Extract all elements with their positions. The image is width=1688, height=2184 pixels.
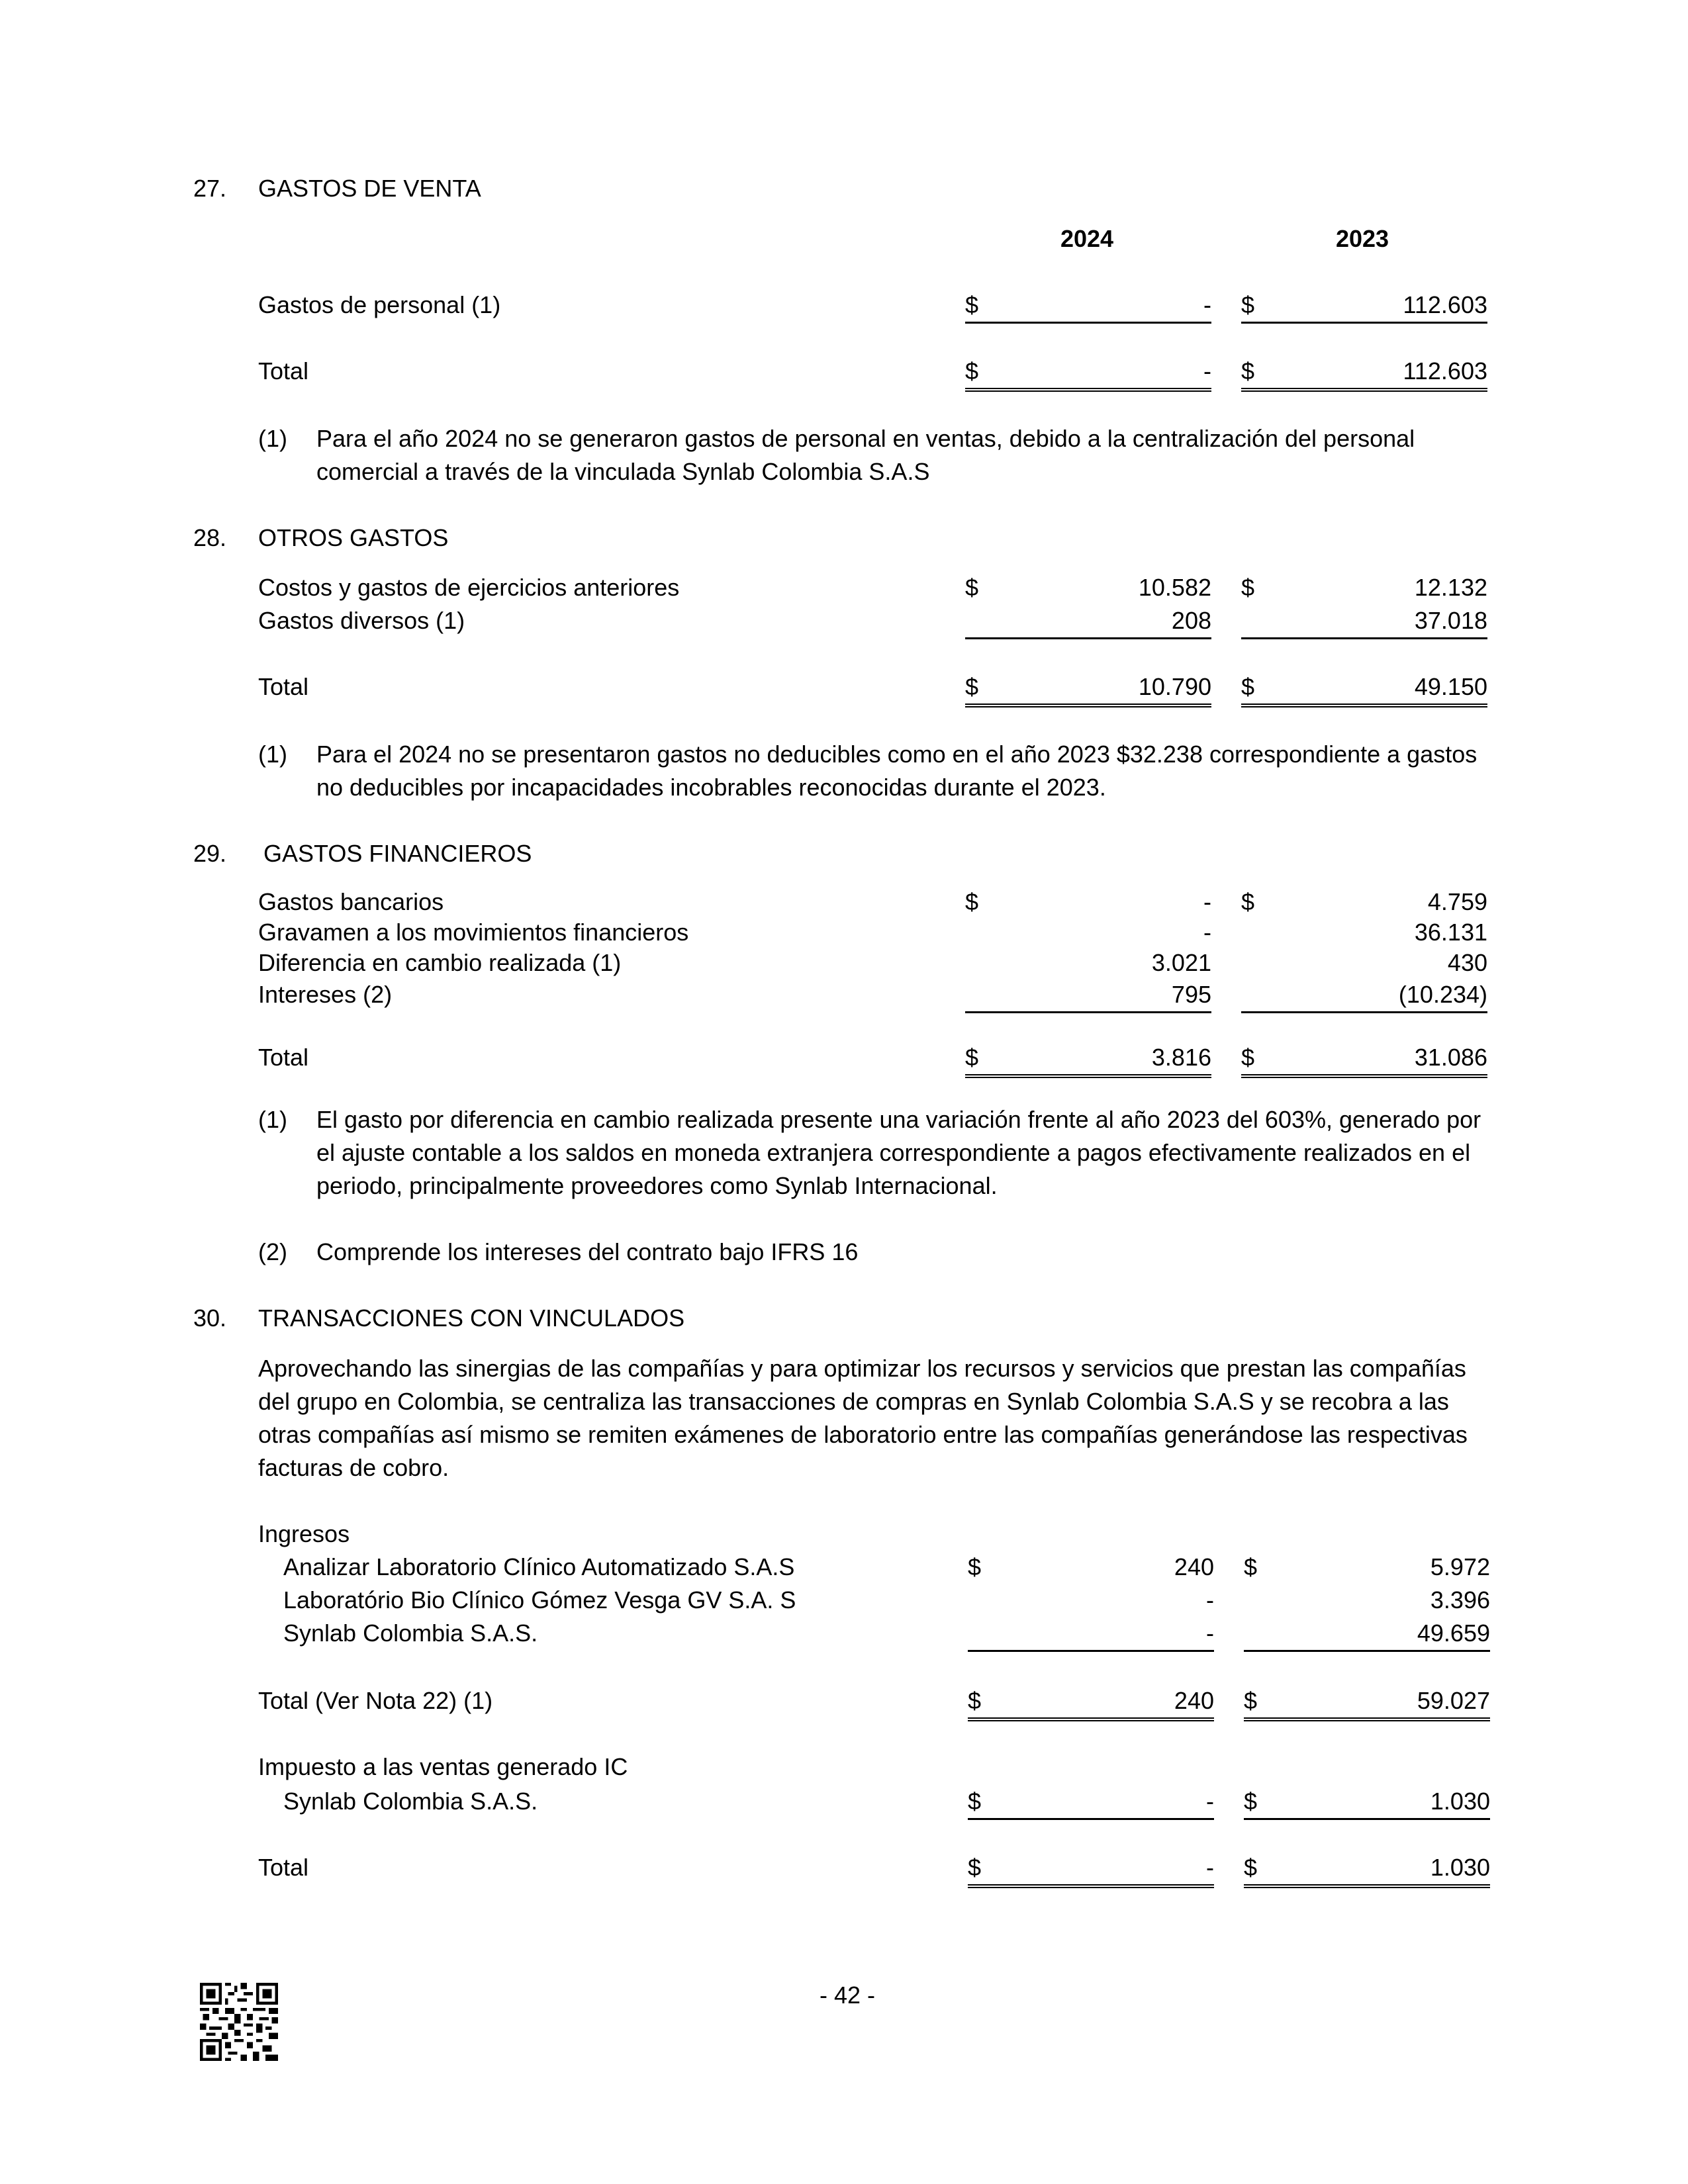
cell-2024 <box>965 604 1211 639</box>
cell-2023 <box>1244 1617 1490 1652</box>
qr-code-icon <box>200 1983 278 2061</box>
cell-2023 <box>1241 946 1487 979</box>
subheading-impuesto: Impuesto a las ventas generado IC <box>258 1753 628 1780</box>
currency-symbol: $ <box>1241 357 1255 385</box>
cell-2023 <box>1241 289 1487 324</box>
value-2024: - <box>1206 1788 1214 1815</box>
currency-symbol: $ <box>965 357 979 385</box>
note-marker: (2) <box>258 1238 287 1265</box>
row-label: Synlab Colombia S.A.S. <box>283 1619 538 1647</box>
currency-symbol: $ <box>1241 888 1255 915</box>
currency-symbol: $ <box>1241 673 1255 700</box>
cell-2023 <box>1241 886 1487 919</box>
cell-2024 <box>965 886 1211 919</box>
currency-symbol: $ <box>1241 291 1255 318</box>
section-28-title: OTROS GASTOS <box>258 524 449 551</box>
cell-2024 <box>968 1551 1214 1584</box>
total-cell-2024 <box>968 1851 1214 1888</box>
value-2024: 795 <box>1171 981 1211 1008</box>
currency-symbol: $ <box>1244 1687 1258 1714</box>
row-label: Synlab Colombia S.A.S. <box>283 1788 538 1815</box>
total-cell-2024 <box>965 1041 1211 1078</box>
cell-2024 <box>965 289 1211 324</box>
section-27-number: 27. <box>193 175 227 202</box>
note-text: Para el 2024 no se presentaron gastos no deducibles como en el año 2023 $32.238 correspondiente a gastos no deducibles por incapacidades incobrables reconocidas durante el 2023. <box>316 741 1477 801</box>
value-2024: - <box>1203 291 1211 318</box>
total-label: Total (Ver Nota 22) (1) <box>258 1687 493 1714</box>
total-cell-2023 <box>1241 1041 1487 1078</box>
total-value-2024: 3.816 <box>1151 1044 1211 1071</box>
value-2023: (10.234) <box>1398 981 1487 1008</box>
total-cell-2024 <box>965 355 1211 392</box>
row-label: Gastos de personal (1) <box>258 291 501 318</box>
currency-symbol: $ <box>965 1044 979 1071</box>
total-value-2024: - <box>1206 1854 1214 1881</box>
total-value-2023: 112.603 <box>1403 357 1487 385</box>
section-29-number: 29. <box>193 840 227 867</box>
value-2023: 37.018 <box>1414 607 1487 634</box>
cell-2024 <box>965 916 1211 949</box>
currency-symbol: $ <box>968 1553 982 1580</box>
total-label: Total <box>258 1044 309 1071</box>
section-28-number: 28. <box>193 524 227 551</box>
value-2024: 208 <box>1171 607 1211 634</box>
value-2023: 36.131 <box>1414 919 1487 946</box>
value-2023: 5.972 <box>1430 1553 1490 1580</box>
value-2024: - <box>1203 919 1211 946</box>
row-label: Diferencia en cambio realizada (1) <box>258 949 622 976</box>
note-marker: (1) <box>258 741 287 768</box>
currency-symbol: $ <box>1244 1788 1258 1815</box>
note-marker: (1) <box>258 1106 287 1133</box>
cell-2023 <box>1241 978 1487 1013</box>
section-30-title: TRANSACCIONES CON VINCULADOS <box>258 1304 685 1332</box>
row-label: Analizar Laboratorio Clínico Automatizado S.A.S <box>283 1553 795 1580</box>
cell-2024 <box>965 978 1211 1013</box>
row-label: Gastos diversos (1) <box>258 607 465 634</box>
section-30-number: 30. <box>193 1304 227 1332</box>
currency-symbol: $ <box>968 1687 982 1714</box>
currency-symbol: $ <box>965 291 979 318</box>
currency-symbol: $ <box>968 1788 982 1815</box>
total-cell-2024 <box>965 670 1211 707</box>
currency-symbol: $ <box>1244 1854 1258 1881</box>
total-value-2023: 59.027 <box>1417 1687 1490 1714</box>
value-2023: 49.659 <box>1417 1619 1490 1647</box>
value-2023: 112.603 <box>1403 291 1487 318</box>
row-label: Gastos bancarios <box>258 888 444 915</box>
value-2023: 12.132 <box>1414 574 1487 601</box>
row-label: Gravamen a los movimientos financieros <box>258 919 689 946</box>
value-2024: 3.021 <box>1151 949 1211 976</box>
total-value-2023: 1.030 <box>1430 1854 1490 1881</box>
cell-2024 <box>965 946 1211 979</box>
total-value-2024: 10.790 <box>1138 673 1211 700</box>
currency-symbol: $ <box>1244 1553 1258 1580</box>
intro-paragraph: Aprovechando las sinergias de las compañías y para optimizar los recursos y servicios que prestan las compañías del grupo en Colombia, se centraliza las transacciones de compras en Synlab Colombia S.A.S y se recobra a las otras compañías así mismo se remiten exámenes de laboratorio entre las compañías generándose las respectivas facturas de cobro. <box>258 1355 1468 1481</box>
cell-2023 <box>1244 1785 1490 1820</box>
total-cell-2024 <box>968 1684 1214 1721</box>
note-text: Comprende los intereses del contrato bajo IFRS 16 <box>316 1238 859 1265</box>
row-label: Intereses (2) <box>258 981 393 1008</box>
total-value-2024: - <box>1203 357 1211 385</box>
note-marker: (1) <box>258 425 287 452</box>
total-value-2024: 240 <box>1174 1687 1214 1714</box>
cell-2023 <box>1244 1551 1490 1584</box>
currency-symbol: $ <box>965 574 979 601</box>
section-27-title: GASTOS DE VENTA <box>258 175 481 202</box>
value-2024: - <box>1206 1586 1214 1614</box>
total-cell-2023 <box>1241 355 1487 392</box>
cell-2023 <box>1241 604 1487 639</box>
year-header-2024: 2024 <box>1060 225 1114 252</box>
total-cell-2023 <box>1244 1684 1490 1721</box>
value-2023: 430 <box>1447 949 1487 976</box>
value-2024: - <box>1206 1619 1214 1647</box>
value-2023: 3.396 <box>1430 1586 1490 1614</box>
currency-symbol: $ <box>1241 1044 1255 1071</box>
cell-2023 <box>1241 571 1487 604</box>
page-number: - 42 - <box>819 1981 876 2009</box>
total-value-2023: 49.150 <box>1414 673 1487 700</box>
year-header-2023: 2023 <box>1335 225 1389 252</box>
currency-symbol: $ <box>1241 574 1255 601</box>
value-2024: 240 <box>1174 1553 1214 1580</box>
total-label: Total <box>258 673 309 700</box>
cell-2024 <box>965 571 1211 604</box>
subheading-ingresos: Ingresos <box>258 1520 350 1547</box>
total-cell-2023 <box>1244 1851 1490 1888</box>
section-29-title: GASTOS FINANCIEROS <box>263 840 532 867</box>
currency-symbol: $ <box>968 1854 982 1881</box>
currency-symbol: $ <box>965 673 979 700</box>
value-2023: 4.759 <box>1427 888 1487 915</box>
cell-2024 <box>968 1584 1214 1617</box>
value-2023: 1.030 <box>1430 1788 1490 1815</box>
cell-2023 <box>1241 916 1487 949</box>
currency-symbol: $ <box>965 888 979 915</box>
row-label: Laboratório Bio Clínico Gómez Vesga GV S.A. S <box>283 1586 796 1614</box>
total-label: Total <box>258 357 309 385</box>
value-2024: 10.582 <box>1138 574 1211 601</box>
note-text: El gasto por diferencia en cambio realizada presente una variación frente al año 2023 del 603%, generado por el ajuste contable a los saldos en moneda extranjera correspondiente a pagos efectivamente realizados en el periodo, principalmente proveedores como Synlab Internacional. <box>316 1106 1481 1199</box>
total-label: Total <box>258 1854 309 1881</box>
row-label: Costos y gastos de ejercicios anteriores <box>258 574 680 601</box>
value-2024: - <box>1203 888 1211 915</box>
total-value-2023: 31.086 <box>1414 1044 1487 1071</box>
cell-2024 <box>968 1617 1214 1652</box>
note-text: Para el año 2024 no se generaron gastos de personal en ventas, debido a la centralización del personal comercial a través de la vinculada Synlab Colombia S.A.S <box>316 425 1415 485</box>
total-cell-2023 <box>1241 670 1487 707</box>
cell-2023 <box>1244 1584 1490 1617</box>
cell-2024 <box>968 1785 1214 1820</box>
